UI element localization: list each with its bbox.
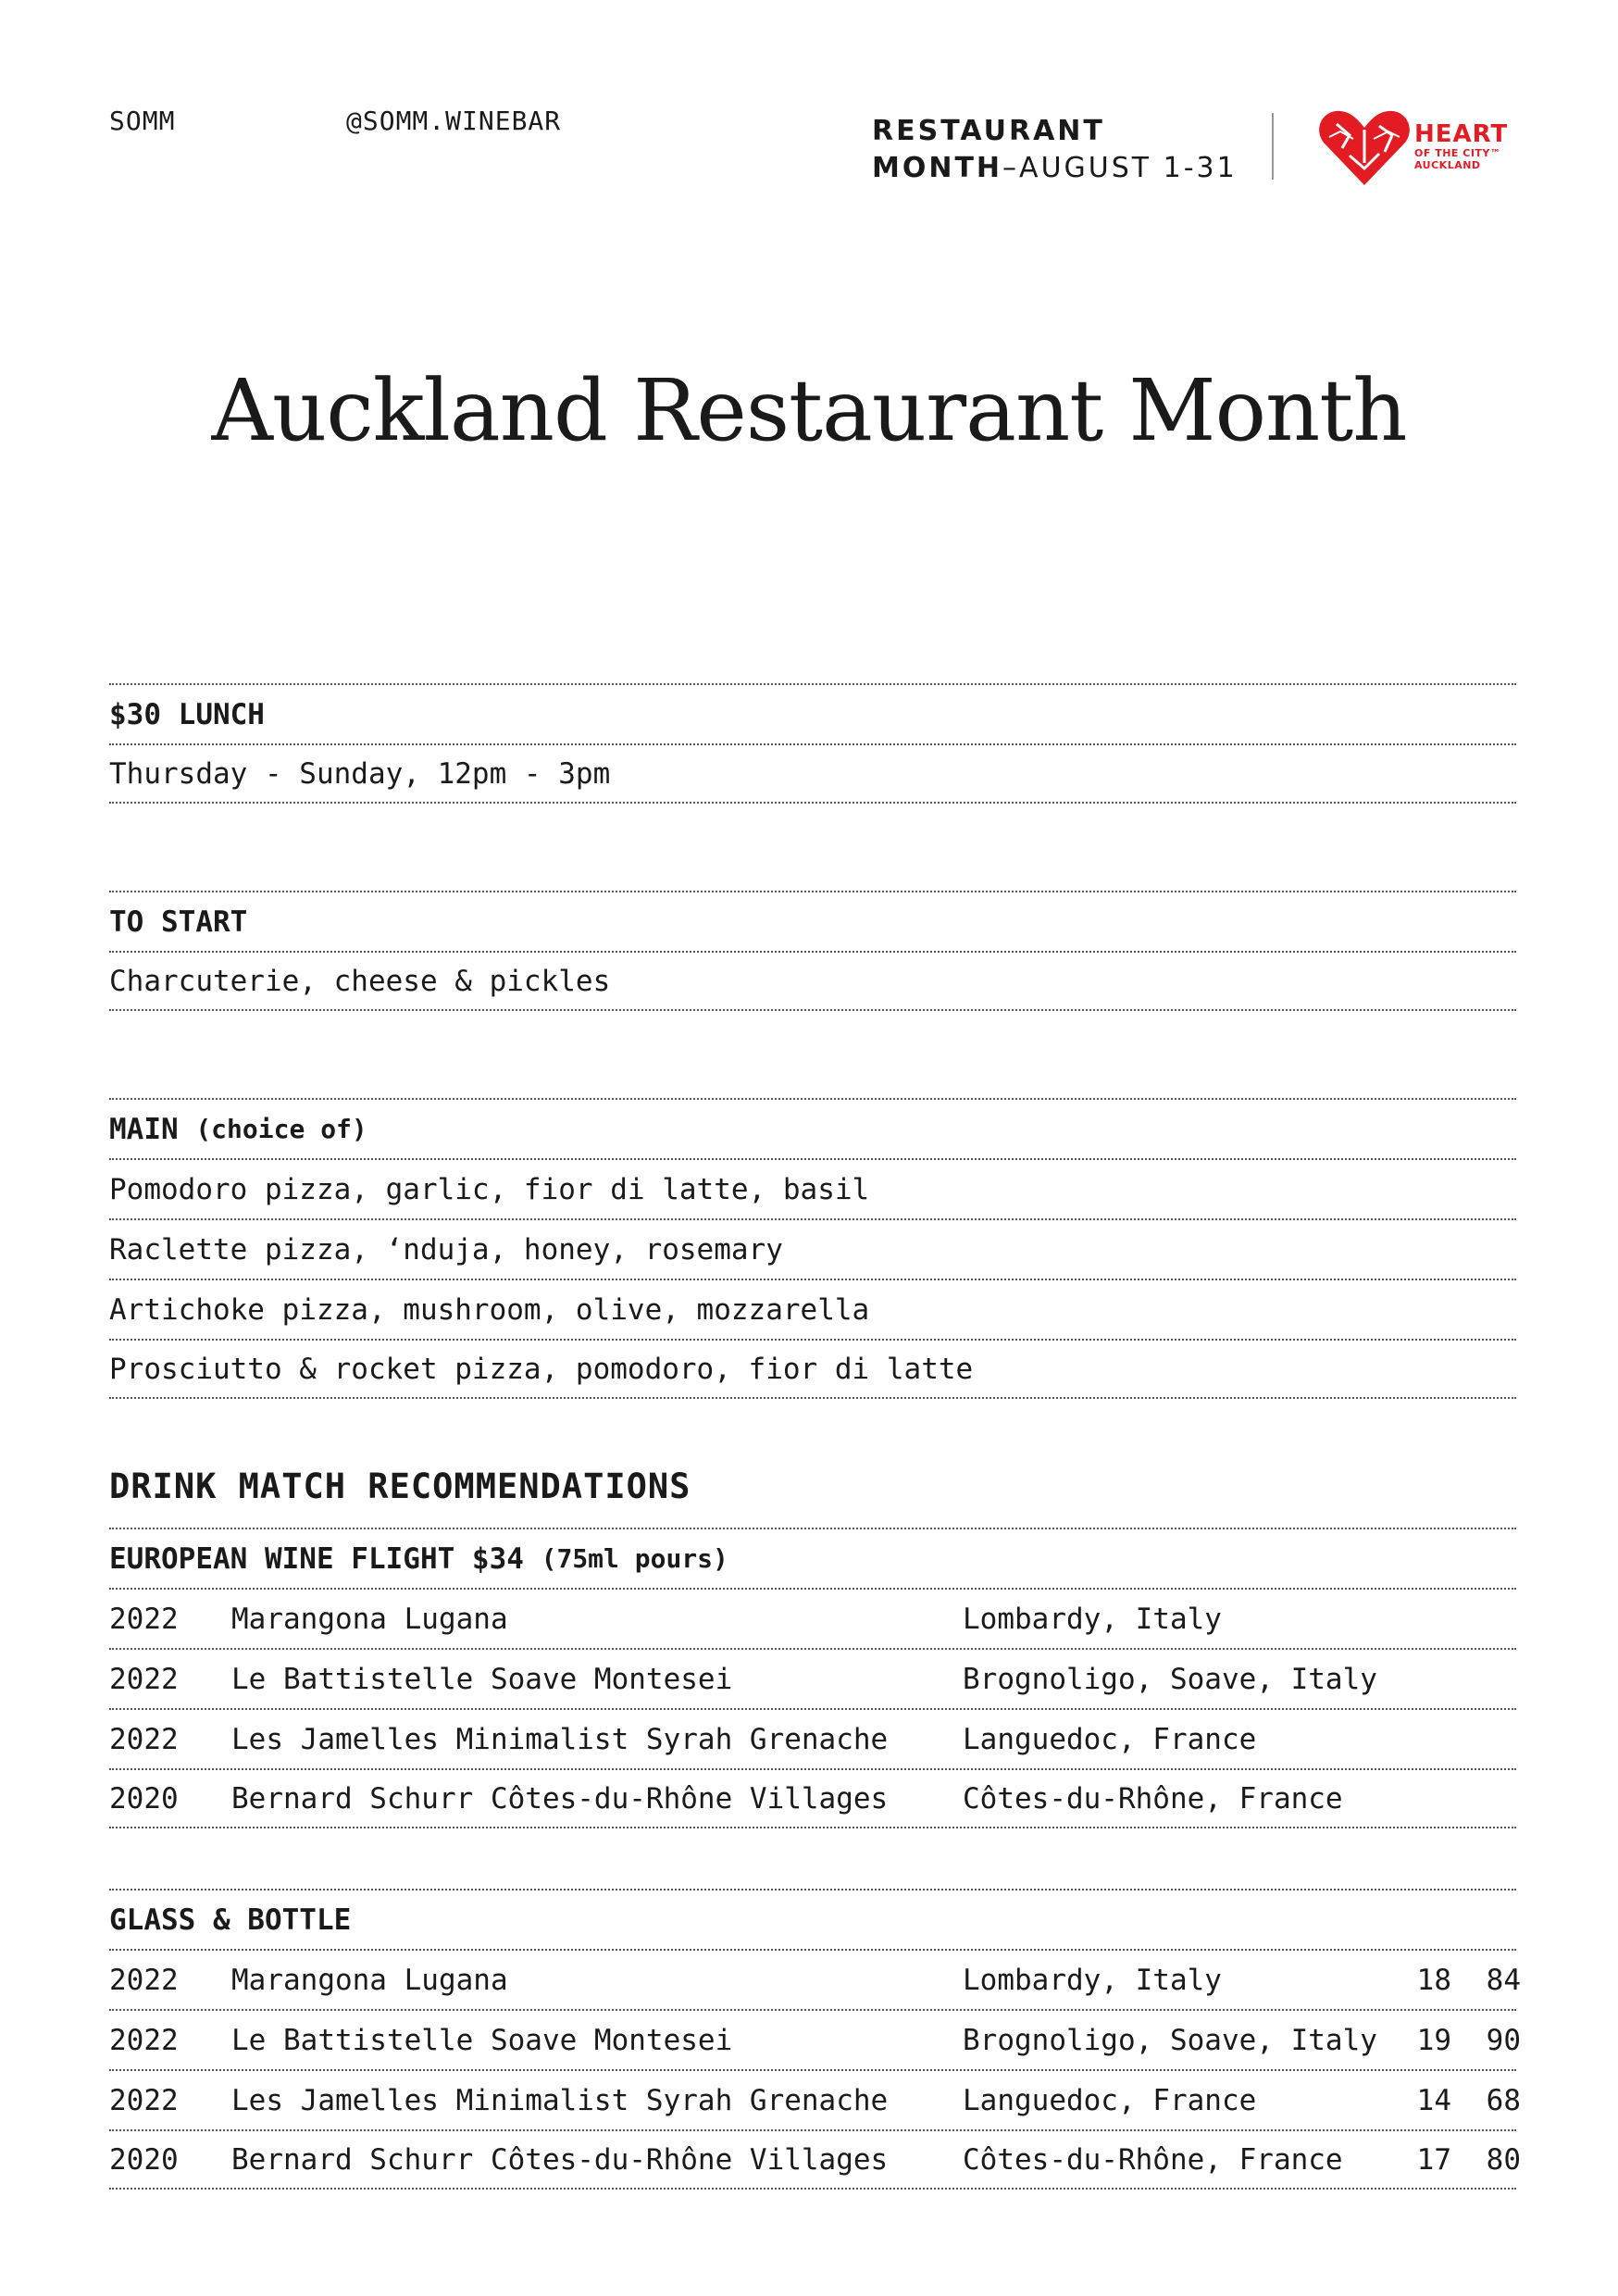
wine-year: 2020 (109, 2142, 179, 2177)
lunch-heading (109, 683, 1516, 743)
wine-name: Le Battistelle Soave Montesei (231, 2023, 733, 2057)
menu-item (109, 1158, 1516, 1218)
event-dates: –AUGUST 1-31 (1002, 152, 1238, 184)
wine-row (109, 2069, 1521, 2129)
menu-item-text: Charcuterie, cheese & pickles (109, 964, 611, 998)
flight-heading (109, 1528, 1516, 1588)
menu-item-text: Pomodoro pizza, garlic, fior di latte, basil (109, 1172, 870, 1206)
logo-auckland-text: AUCKLAND (1414, 159, 1481, 171)
event-month: MONTH (872, 152, 1003, 184)
wine-name: Bernard Schurr Côtes-du-Rhône Villages (231, 2142, 889, 2177)
instagram-handle: @SOMM.WINEBAR (346, 106, 562, 136)
heart-of-the-city-logo-icon (1318, 107, 1411, 187)
wine-name: Marangona Lugana (231, 1602, 508, 1636)
wine-year: 2022 (109, 1602, 179, 1636)
menu-item-text: Raclette pizza, ‘nduja, honey, rosemary (109, 1232, 783, 1267)
logo-heart-text: HEART (1414, 120, 1509, 148)
wine-year: 2022 (109, 1722, 179, 1756)
wine-region: Lombardy, Italy (963, 1602, 1222, 1636)
wine-year: 2022 (109, 2083, 179, 2117)
wine-name: Bernard Schurr Côtes-du-Rhône Villages (231, 1781, 889, 1816)
event-line-1: RESTAURANT (872, 115, 1105, 147)
lunch-hours (109, 743, 1516, 804)
bottle-price: 90 (1486, 2023, 1521, 2057)
main-heading-note: (choice of) (195, 1114, 367, 1144)
glass-bottle-heading (109, 1889, 1516, 1949)
menu-item (109, 1218, 1516, 1279)
wine-year: 2022 (109, 1662, 179, 1696)
wine-row (109, 1708, 1516, 1768)
page-title: Auckland Restaurant Month (211, 361, 1407, 460)
glass-price: 19 (1416, 2023, 1451, 2057)
lunch-heading-text: $30 LUNCH (109, 697, 265, 731)
glass-price: 18 (1416, 1963, 1451, 1997)
wine-row (109, 2009, 1521, 2069)
wine-region: Côtes-du-Rhône, France (963, 1781, 1343, 1816)
to-start-heading-text: TO START (109, 905, 248, 939)
wine-name: Les Jamelles Minimalist Syrah Grenache (231, 1722, 889, 1756)
wine-name: Les Jamelles Minimalist Syrah Grenache (231, 2083, 889, 2117)
logo-wordmark (1414, 122, 1508, 170)
bottle-price: 68 (1486, 2083, 1521, 2117)
wine-name: Le Battistelle Soave Montesei (231, 1662, 733, 1696)
bottle-price: 84 (1486, 1963, 1521, 1997)
flight-heading-note: (75ml pours) (541, 1543, 728, 1574)
logo-city-text: OF THE CITY™ (1414, 147, 1501, 159)
wine-region: Brognoligo, Soave, Italy (963, 2023, 1377, 2057)
menu-item (109, 1279, 1516, 1339)
wine-year: 2022 (109, 2023, 179, 2057)
to-start-heading (109, 891, 1516, 951)
wine-row (109, 1768, 1516, 1828)
glass-price: 14 (1416, 2083, 1451, 2117)
main-heading-text: MAIN (109, 1112, 179, 1146)
menu-item-text: Prosciutto & rocket pizza, pomodoro, fior di latte (109, 1352, 974, 1386)
wine-region: Languedoc, France (963, 1722, 1257, 1756)
brand-name: SOMM (109, 106, 176, 136)
wine-year: 2022 (109, 1963, 179, 1997)
bottle-price: 80 (1486, 2142, 1521, 2177)
drinks-title: DRINK MATCH RECOMMENDATIONS (109, 1466, 691, 1506)
wine-region: Côtes-du-Rhône, France (963, 2142, 1343, 2177)
menu-item (109, 1339, 1516, 1399)
glass-price: 17 (1416, 2142, 1451, 2177)
flight-heading-text: EUROPEAN WINE FLIGHT $34 (109, 1541, 524, 1576)
wine-row (109, 1648, 1516, 1708)
wine-row (109, 1949, 1521, 2009)
wine-region: Languedoc, France (963, 2083, 1257, 2117)
wine-row (109, 1588, 1516, 1648)
wine-region: Lombardy, Italy (963, 1963, 1222, 1997)
wine-name: Marangona Lugana (231, 1963, 508, 1997)
wine-year: 2020 (109, 1781, 179, 1816)
header-divider (1272, 113, 1274, 180)
wine-row (109, 2129, 1521, 2190)
menu-item (109, 951, 1516, 1011)
menu-item-text: Artichoke pizza, mushroom, olive, mozzarella (109, 1292, 870, 1327)
wine-region: Brognoligo, Soave, Italy (963, 1662, 1377, 1696)
lunch-hours-text: Thursday - Sunday, 12pm - 3pm (109, 756, 611, 791)
event-badge (872, 113, 1238, 187)
event-line-2 (872, 150, 1238, 187)
glass-bottle-heading-text: GLASS & BOTTLE (109, 1903, 352, 1937)
main-heading (109, 1098, 1516, 1158)
